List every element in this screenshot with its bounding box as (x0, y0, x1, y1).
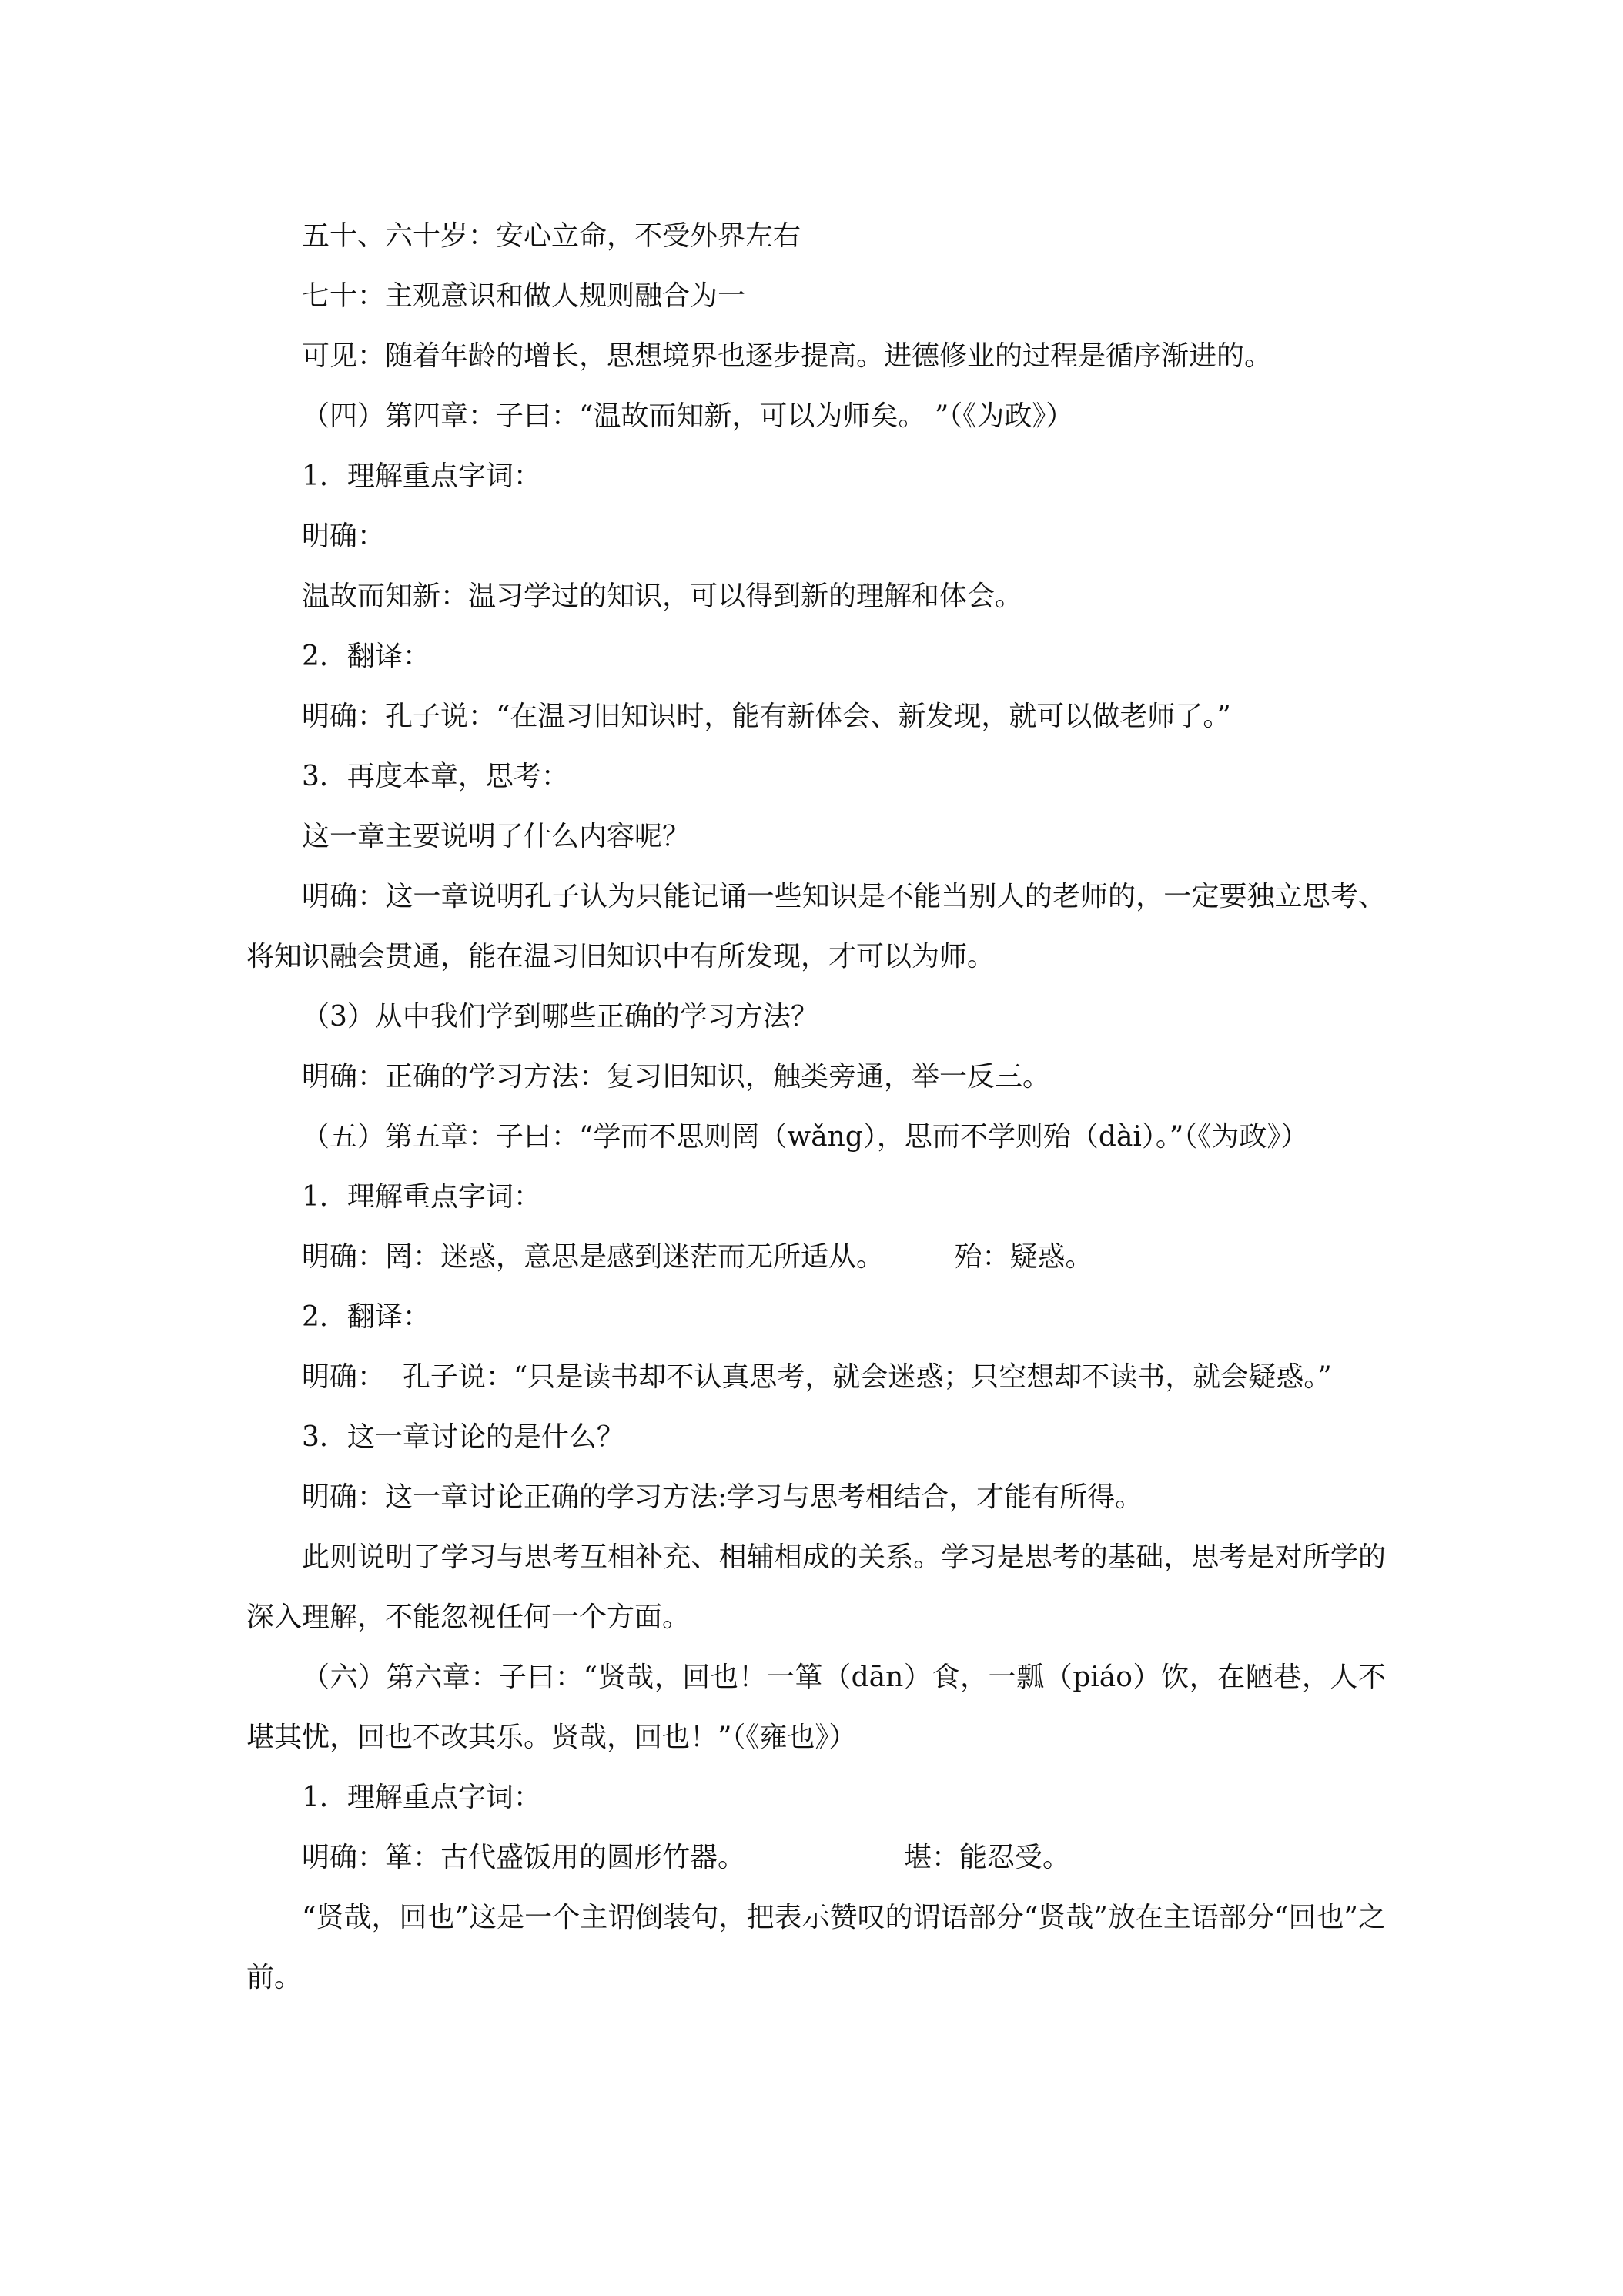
section-heading: （五）第五章：子曰：“学而不思则罔（wǎng），思而不学则殆（dài）。”（《为政》） (302, 1121, 1309, 1153)
paragraph: 1．理解重点字词： (302, 1181, 541, 1213)
paragraph: 此则说明了学习与思考互相补充、相辅相成的关系。学习是思考的基础，思考是对所学的深入理解，不能忽视任何一个方面。 (246, 1541, 1386, 1633)
paragraph: 明确：这一章讨论正确的学习方法:学习与思考相结合，才能有所得。 (302, 1481, 1143, 1513)
paragraph: （3）从中我们学到哪些正确的学习方法？ (302, 1001, 818, 1033)
paragraph: 可见：随着年龄的增长，思想境界也逐步提高。进德修业的过程是循序渐进的。 (302, 340, 1273, 372)
paragraph: 明确：正确的学习方法：复习旧知识，触类旁通，举一反三。 (302, 1061, 1051, 1093)
paragraph: 3．再度本章，思考： (302, 761, 569, 792)
paragraph: 1．理解重点字词： (302, 1782, 541, 1813)
paragraph: 明确： (302, 520, 386, 552)
section-heading: （六）第六章：子曰：“贤哉，回也！一箪（dān）食，一瓢（piáo）饮，在陋巷，人不堪其忧，回也不改其乐。贤哉，回也！”（《雍也》） (246, 1662, 1386, 1753)
paragraph: 明确：罔：迷惑，意思是感到迷茫而无所适从。 殆：疑惑。 (302, 1241, 1093, 1273)
paragraph: 1．理解重点字词： (302, 460, 541, 492)
paragraph: 五十、六十岁：安心立命，不受外界左右 (302, 220, 801, 252)
paragraph: 这一章主要说明了什么内容呢？ (302, 821, 691, 852)
paragraph: “贤哉，回也”这是一个主谓倒装句，把表示赞叹的谓语部分“贤哉”放在主语部分“回也”之前。 (246, 1902, 1386, 1993)
paragraph: 2．翻译： (302, 1301, 430, 1333)
paragraph: 明确：这一章说明孔子认为只能记诵一些知识是不能当别人的老师的，一定要独立思考、将知识融会贯通，能在温习旧知识中有所发现，才可以为师。 (246, 881, 1386, 972)
document-body (246, 206, 1386, 2008)
paragraph: 温故而知新：温习学过的知识，可以得到新的理解和体会。 (302, 581, 1023, 612)
paragraph: 明确： 孔子说：“只是读书却不认真思考，就会迷惑；只空想却不读书，就会疑惑。” (302, 1361, 1332, 1393)
paragraph: 明确：孔子说：“在温习旧知识时，能有新体会、新发现，就可以做老师了。” (302, 701, 1231, 732)
paragraph: 明确：箪：古代盛饭用的圆形竹器。 堪：能忍受。 (302, 1842, 1070, 1873)
section-heading: （四）第四章：子曰：“温故而知新，可以为师矣。 ”（《为政》） (302, 400, 1074, 432)
paragraph: 七十：主观意识和做人规则融合为一 (302, 280, 746, 312)
paragraph: 3．这一章讨论的是什么？ (302, 1421, 624, 1453)
paragraph: 2．翻译： (302, 641, 430, 672)
